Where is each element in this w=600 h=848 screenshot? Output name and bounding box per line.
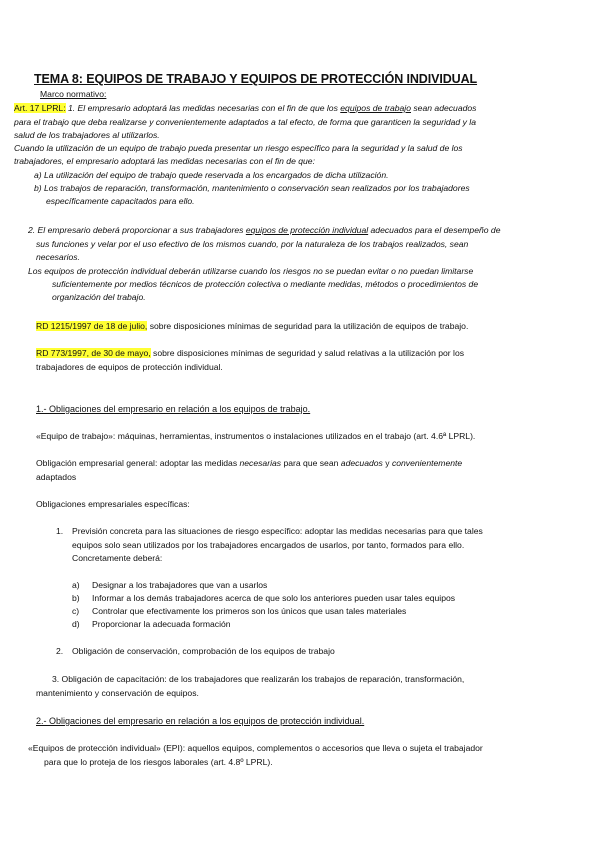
section-1-heading: 1.- Obligaciones del empresario en relación a los equipos de trabajo. xyxy=(36,404,311,414)
rd773-line-2: trabajadores de equipos de protección individual. xyxy=(36,362,223,372)
list-item: c) Controlar que efectivamente los primeros son los únicos que usan tales materiales xyxy=(72,606,407,616)
obligation-3-line-1: 3. Obligación de capacitación: de los trabajadores que realizarán los trabajos de reparación, transformación, xyxy=(52,674,465,684)
obligation-1-line-3: Concretamente deberá: xyxy=(72,553,163,563)
section-2-heading: 2.- Obligaciones del empresario en relación a los equipos de protección individual. xyxy=(36,716,365,726)
equipo-trabajo-definition: «Equipo de trabajo»: máquinas, herramientas, instrumentos o instalaciones utilizados en el trabajo (art. 4.6ª LPRL). xyxy=(36,431,476,441)
specific-obligations-label: Obligaciones empresariales específicas: xyxy=(36,499,190,509)
list-item: b) Informar a los demás trabajadores acerca de que solo los anteriores pueden usar tales equipos xyxy=(72,593,456,603)
general-obligation-line-2: adaptados xyxy=(36,472,77,482)
art17-line-3: salud de los trabajadores al utilizarlos. xyxy=(14,130,160,140)
art17-line-4: Cuando la utilización de un equipo de trabajo pueda presentar un riesgo específico para la seguridad y la salud de los xyxy=(14,143,463,153)
obligation-2-number: 2. xyxy=(56,646,64,656)
epi-term: equipos de protección individual xyxy=(245,225,369,235)
art17-p2-line-3: necesarios. xyxy=(36,252,80,262)
equipos-trabajo-term: equipos de trabajo xyxy=(340,103,411,113)
obligation-1-line-2: equipos solo sean utilizados por los trabajadores encargados de usarlos, por tanto, formados para ello. xyxy=(72,540,465,550)
epi-definition-line-2: para que lo proteja de los riesgos laborales (art. 4.8º LPRL). xyxy=(44,757,273,767)
page-title: TEMA 8: EQUIPOS DE TRABAJO Y EQUIPOS DE PROTECCIÓN INDIVIDUAL xyxy=(34,72,478,86)
art17-line-2: para el trabajo que deba realizarse y convenientemente adaptados a tal efecto, de forma que garanticen la seguridad y la xyxy=(14,117,476,127)
art17-ref: Art. 17 LPRL: xyxy=(14,103,66,113)
art17-item-b-line-1: b) Los trabajos de reparación, transformación, mantenimiento o conservación sean realizados por los trabajadores xyxy=(34,183,470,193)
rd1215-ref: RD 1215/1997 de 18 de julio, xyxy=(36,321,148,331)
art17-p3-line-3: organización del trabajo. xyxy=(52,292,146,302)
obligation-1-line-1: Previsión concreta para las situaciones de riesgo específico: adoptar las medidas necesarias para que tales xyxy=(72,526,483,536)
rd773-line-1: RD 773/1997, de 30 de mayo, sobre disposiciones mínimas de seguridad y salud relativas a la utilización por los xyxy=(36,348,465,358)
rd1215-line: RD 1215/1997 de 18 de julio, sobre disposiciones mínimas de seguridad para la utilización de equipos de trabajo. xyxy=(36,321,469,331)
art17-item-a: a) La utilización del equipo de trabajo quede reservada a los encargados de dicha utilización. xyxy=(34,170,389,180)
obligation-2-text: Obligación de conservación, comprobación de los equipos de trabajo xyxy=(72,646,335,656)
art17-p3-line-1: Los equipos de protección individual deberán utilizarse cuando los riesgos no se puedan evitar o no puedan limitarse xyxy=(28,266,474,276)
general-obligation-line-1: Obligación empresarial general: adoptar las medidas necesarias para que sean adecuados y convenientemente xyxy=(36,458,463,468)
obligation-3-line-2: mantenimiento y conservación de equipos. xyxy=(36,688,199,698)
list-item: d) Proporcionar la adecuada formación xyxy=(72,619,231,629)
art17-item-b-line-2: específicamente capacitados para ello. xyxy=(46,196,195,206)
art17-p2-line-1: 2. El empresario deberá proporcionar a sus trabajadores equipos de protección individual adecuados para el desempeño de xyxy=(28,225,501,235)
obligation-1-number: 1. xyxy=(56,526,64,536)
art17-p3-line-2: suficientemente por medios técnicos de protección colectiva o mediante medidas, métodos o procedimientos de xyxy=(52,279,479,289)
rd773-ref: RD 773/1997, de 30 de mayo, xyxy=(36,348,151,358)
art17-line-1: Art. 17 LPRL: 1. El empresario adoptará las medidas necesarias con el fin de que los equipos de trabajo sean adecuados xyxy=(14,103,477,113)
art17-p2-line-2: sus funciones y velar por el uso efectivo de los mismos cuando, por la naturaleza de los trabajos realizados, sean xyxy=(36,239,469,249)
art17-line-5: trabajadores, el empresario adoptará las medidas necesarias con el fin de que: xyxy=(14,156,315,166)
epi-definition-line-1: «Equipos de protección individual» (EPI): aquellos equipos, complementos o accesorios que lleva o sujeta el trabajador xyxy=(28,743,483,753)
marco-normativo-label: Marco normativo: xyxy=(40,89,107,99)
list-item: a) Designar a los trabajadores que van a usarlos xyxy=(72,580,268,590)
